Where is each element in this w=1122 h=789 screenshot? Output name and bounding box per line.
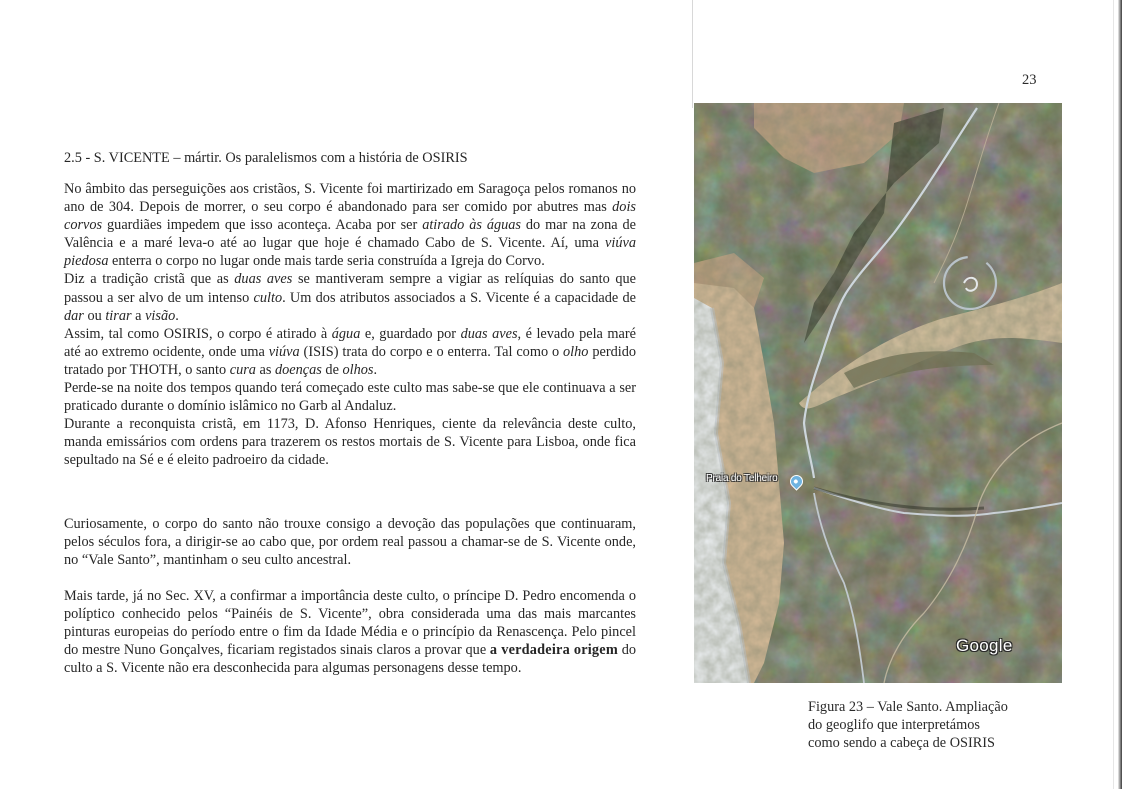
emphasis-text: olhos [342, 361, 374, 378]
page-number: 23 [1022, 72, 1037, 88]
text-run: Mais tarde, já no Sec. XV, a confirmar a importância deste culto, o príncipe D. Pedro encomenda o políptico conhecido pelos “Painéis de S. Vicente”, obra considerada uma das mais marcantes pinturas europeias do período entre o fim da Idade Média e o princípio da Renascença. Pelo pincel do mestre Nuno Gonçalves, ficariam registados sinais claros a provar que [64, 588, 636, 659]
text-run: Assim, tal como OSIRIS, o corpo é atirado à [64, 325, 332, 342]
scan-edge-shadow [1118, 0, 1122, 789]
emphasis-text: tirar [105, 307, 132, 324]
body-block-curiosamente [64, 515, 636, 569]
emphasis-text: viúva piedosa [64, 235, 636, 270]
text-run: Perde-se na noite dos tempos quando terá começado este culto mas sabe-se que ele continuava a ser praticado durante o domínio islâmico no Garb al Andaluz. [64, 380, 636, 415]
text-run: Durante a reconquista cristã, em 1173, D. Afonso Henriques, ciente da relevância deste culto, manda emissários com ordens para trazerem os restos mortais de S. Vicente para Lisboa, onde fica sepultado na Sé e é eleito padroeiro da cidade. [64, 416, 636, 469]
body-block-mais-tarde [64, 587, 636, 677]
emphasis-text: água [331, 325, 361, 342]
text-run: , é levado pela maré até ao extremo ocidente, onde uma [64, 325, 636, 360]
paragraph [64, 415, 636, 469]
satellite-map-image [694, 103, 1062, 683]
bold-text: a verdadeira origem [489, 642, 618, 659]
emphasis-text: dois corvos [64, 199, 636, 234]
emphasis-text: olho [563, 343, 589, 360]
paragraph [64, 587, 636, 677]
paragraph [64, 515, 636, 569]
emphasis-text: dar [64, 307, 84, 324]
text-run: do culto a S. Vicente não era desconhecida para algumas personagens desse tempo. [64, 642, 636, 677]
page-gutter-line [692, 0, 693, 108]
text-run: Diz a tradição cristã que as [64, 271, 235, 288]
emphasis-text: atirado às águas [422, 217, 521, 234]
text-run: perdido tratado por THOTH, o santo [64, 343, 636, 378]
text-run: No âmbito das perseguições aos cristãos, S. Vicente foi martirizado em Saragoça pelos romanos no ano de 304. Depois de morrer, o seu corpo é abandonado para ser comido por abutres mas [64, 181, 636, 216]
text-run: guardiães impedem que isso aconteça. Acaba por ser [102, 217, 423, 234]
emphasis-text: viúva [268, 343, 300, 360]
emphasis-text: duas aves [234, 271, 293, 288]
paragraph [64, 325, 636, 379]
figure-caption [808, 698, 1068, 752]
caption-line: como sendo a cabeça de OSIRIS [808, 735, 995, 751]
satellite-map-graphic [694, 103, 1062, 683]
text-run: Curiosamente, o corpo do santo não trouxe consigo a devoção das populações que continuaram, pelos séculos fora, a dirigir-se ao cabo que, por ordem real passou a chamar-se de S. Vicente onde, no “Vale Santo”, mantinham o seu culto ancestral. [64, 516, 636, 569]
text-run: ou [83, 307, 106, 324]
text-run: . [373, 361, 378, 378]
text-run: enterra o corpo no lugar onde mais tarde seria construída a Igreja do Corvo. [108, 253, 545, 270]
text-run: se mantiveram sempre a vigiar as relíquias do santo que passou a ser alvo de um intenso [64, 271, 636, 306]
google-logo: Google [956, 636, 1013, 655]
emphasis-text: duas aves [460, 325, 518, 342]
text-run: a [131, 307, 146, 324]
text-run: e, guardado por [360, 325, 461, 342]
text-run: . Um dos atributos associados a S. Vicente é a capacidade de [282, 289, 636, 306]
emphasis-text: cura [229, 361, 256, 378]
texture-overlay [694, 103, 1062, 683]
caption-line: Figura 23 – Vale Santo. Ampliação [808, 699, 1008, 715]
text-run: as [255, 361, 275, 378]
text-run: . [175, 307, 179, 324]
body-block-perseguicoes [64, 180, 636, 470]
paragraph [64, 379, 636, 415]
text-run: do mar na zona de Valência e a maré leva-o até ao lugar que hoje é chamado Cabo de S. Vicente. Aí, uma [64, 217, 637, 252]
text-run: (ISIS) trata do corpo e o enterra. Tal como o [299, 343, 564, 360]
section-heading: 2.5 - S. VICENTE – mártir. Os paralelismos com a história de OSIRIS [64, 150, 468, 166]
map-place-label[interactable]: Praia do Telheiro [706, 473, 778, 484]
paragraph [64, 270, 636, 324]
emphasis-text: culto [253, 289, 283, 306]
page-edge-line [1113, 0, 1114, 789]
text-run: de [321, 361, 343, 378]
emphasis-text: visão [145, 307, 176, 324]
caption-line: do geoglifo que interpretámos [808, 717, 980, 733]
paragraph [64, 180, 636, 270]
emphasis-text: doenças [275, 361, 322, 378]
